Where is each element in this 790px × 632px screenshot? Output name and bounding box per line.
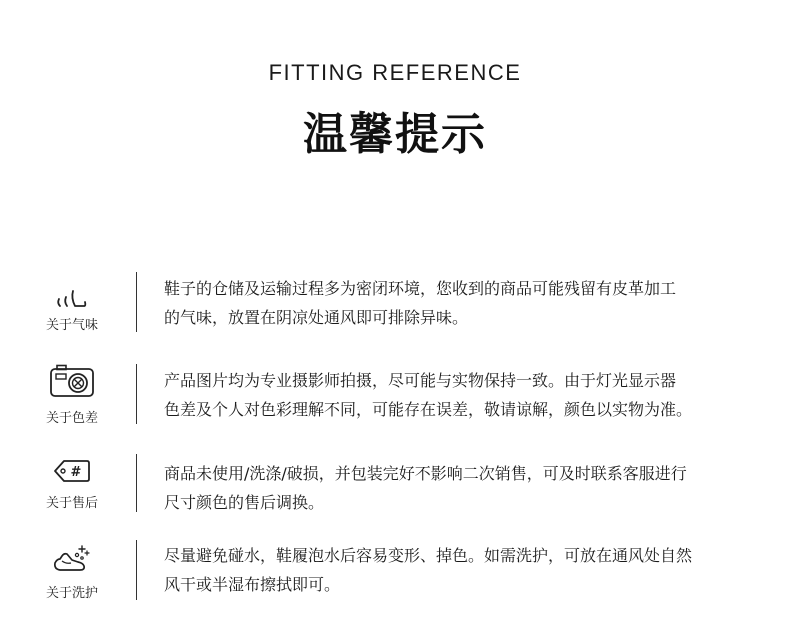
odor-label: 关于气味	[45, 318, 98, 333]
washing-description	[164, 541, 764, 599]
tag-symbol: #	[70, 465, 82, 480]
washing-icon	[44, 542, 100, 576]
description-line: 的气味，放置在阴凉处通风即可排除异味。	[164, 308, 469, 327]
odor-description	[164, 274, 764, 332]
camera-icon	[44, 364, 100, 398]
info-row-odor	[0, 272, 790, 342]
washing-label: 关于洗护	[45, 586, 98, 601]
description-line: 色差及个人对色彩理解不同，可能存在误差，敬请谅解，颜色以实物为准。	[164, 400, 693, 419]
page-title: 温馨提示	[303, 109, 487, 160]
odor-icon	[44, 278, 100, 312]
row-divider	[136, 272, 137, 332]
tag-icon	[44, 454, 100, 488]
row-divider	[136, 454, 137, 512]
description-line: 尽量避免碰水，鞋履泡水后容易变形、掉色。如需洗护，可放在通风处自然	[164, 546, 693, 565]
aftersales-description	[164, 459, 764, 517]
info-row-aftersales	[0, 454, 790, 524]
description-line: 风干或半湿布擦拭即可。	[164, 575, 341, 594]
page-subtitle: FITTING REFERENCE	[268, 60, 522, 85]
color-label: 关于色差	[45, 411, 98, 426]
description-line: 产品图片均为专业摄影师拍摄，尽可能与实物保持一致。由于灯光显示器	[164, 371, 677, 390]
color-description	[164, 366, 764, 424]
row-divider	[136, 364, 137, 424]
description-line: 鞋子的仓储及运输过程多为密闭环境，您收到的商品可能残留有皮革加工	[164, 279, 677, 298]
description-line: 尺寸颜色的售后调换。	[164, 493, 325, 512]
description-line: 商品未使用/洗涤/破损，并包装完好不影响二次销售，可及时联系客服进行	[164, 464, 687, 483]
aftersales-label: 关于售后	[45, 496, 98, 511]
row-divider	[136, 540, 137, 600]
info-row-color	[0, 364, 790, 434]
info-row-washing	[0, 540, 790, 610]
